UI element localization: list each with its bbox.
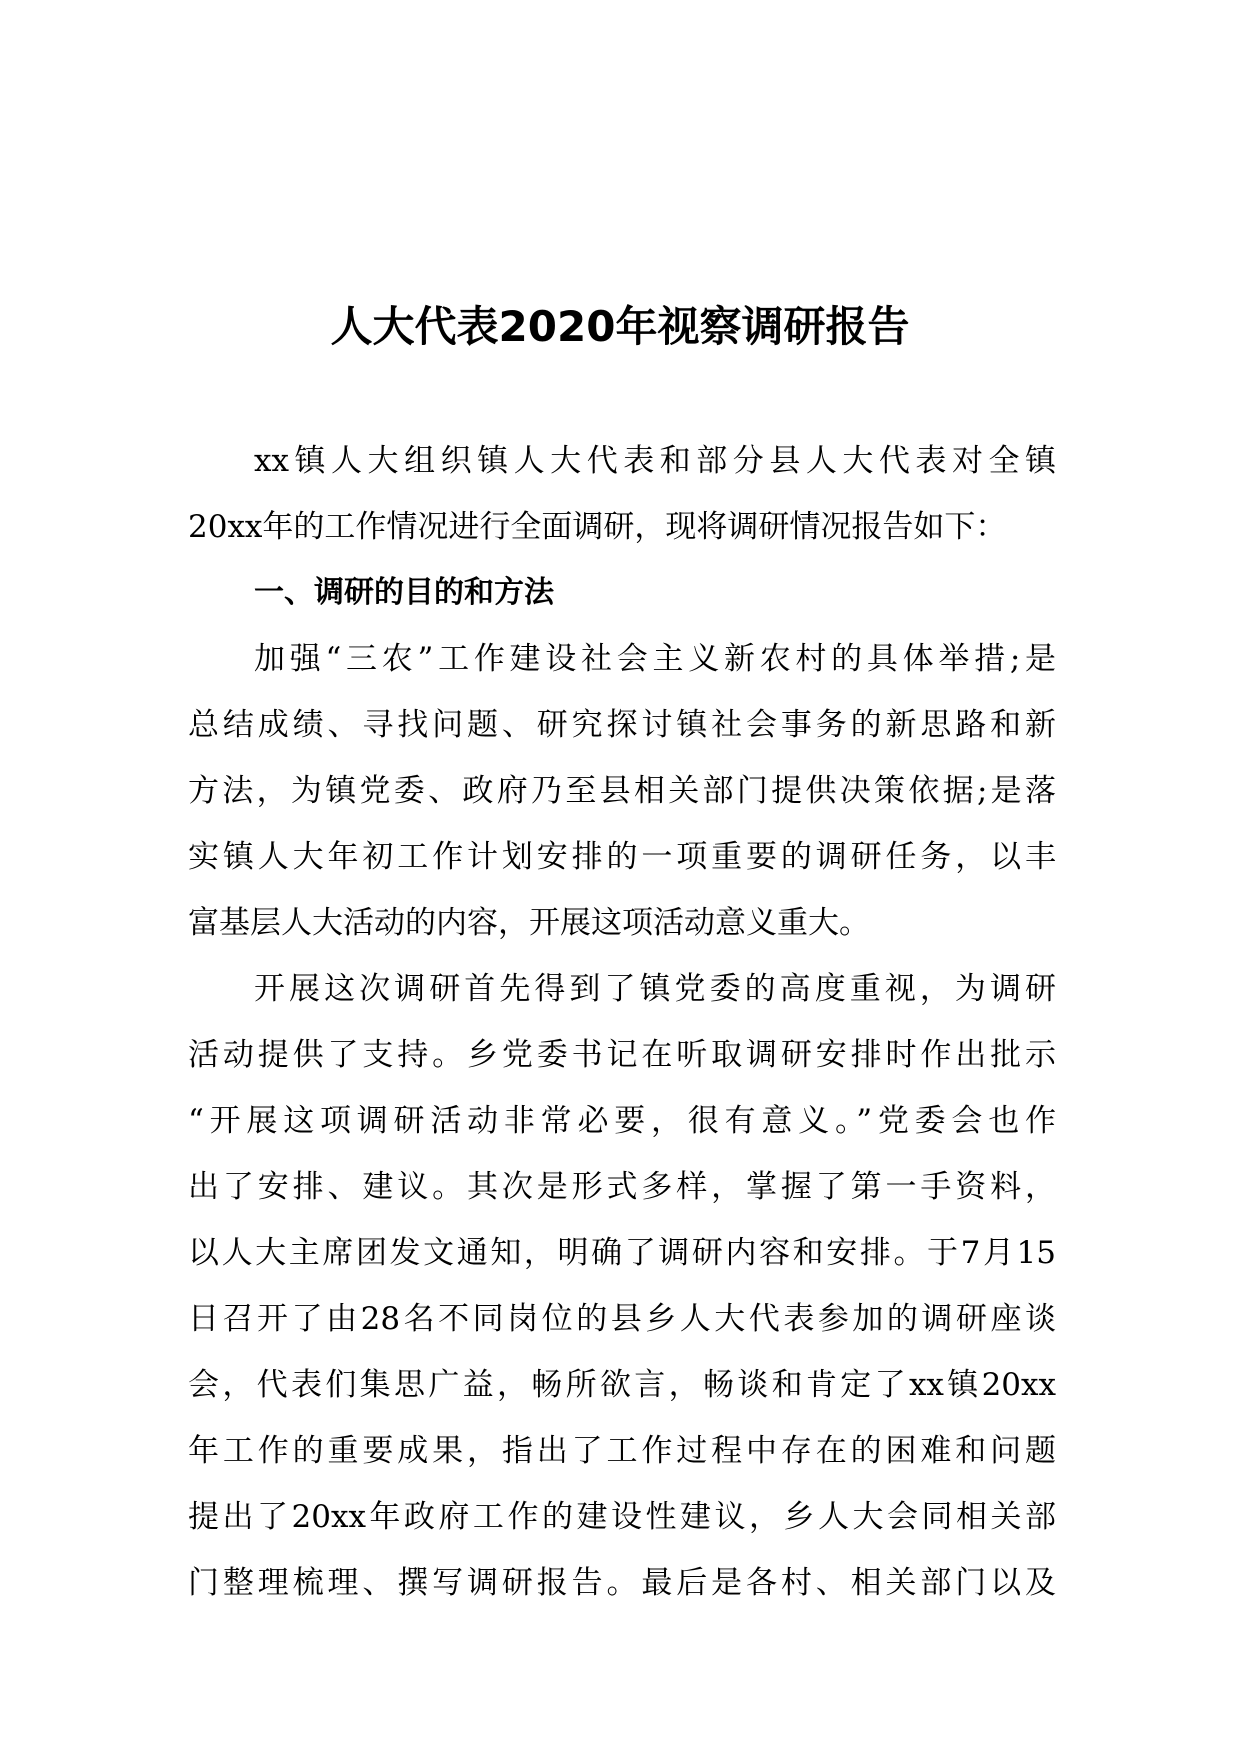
document-body: [188, 428, 1056, 1616]
paragraph-line: 年工作的重要成果，指出了工作过程中存在的困难和问题: [188, 1433, 1056, 1469]
paragraph-line: 实镇人大年初工作计划安排的一项重要的调研任务，以丰: [188, 839, 1056, 875]
document-title: 人大代表2020年视察调研报告: [330, 302, 910, 351]
paragraph-line: 富基层人大活动的内容，开展这项活动意义重大。: [188, 905, 870, 941]
paragraph-line: 门整理梳理、撰写调研报告。最后是各村、相关部门以及: [188, 1565, 1056, 1601]
paragraph-line: 日召开了由28名不同岗位的县乡人大代表参加的调研座谈: [188, 1301, 1056, 1337]
paragraph-line: 开展这次调研首先得到了镇党委的高度重视，为调研: [254, 971, 1056, 1007]
paragraph-line: 会，代表们集思广益，畅所欲言，畅谈和肯定了xx镇20xx: [188, 1367, 1056, 1403]
paragraph-line: 提出了20xx年政府工作的建设性建议，乡人大会同相关部: [188, 1499, 1056, 1535]
paragraph-line: 总结成绩、寻找问题、研究探讨镇社会事务的新思路和新: [188, 707, 1056, 743]
paragraph-line: 20xx年的工作情况进行全面调研，现将调研情况报告如下：: [188, 509, 1007, 545]
paragraph-line: 以人大主席团发文通知，明确了调研内容和安排。于7月15: [188, 1235, 1056, 1271]
paragraph-line: 加强“三农”工作建设社会主义新农村的具体举措;是: [254, 641, 1056, 677]
paragraph-line: 方法，为镇党委、政府乃至县相关部门提供决策依据;是落: [188, 773, 1056, 809]
paragraph-line: xx镇人大组织镇人大代表和部分县人大代表对全镇: [254, 443, 1056, 479]
paragraph-line: 活动提供了支持。乡党委书记在听取调研安排时作出批示: [188, 1037, 1056, 1073]
paragraph-line: 出了安排、建议。其次是形式多样，掌握了第一手资料，: [188, 1169, 1056, 1205]
paragraph-line: “开展这项调研活动非常必要，很有意义。”党委会也作: [188, 1103, 1056, 1139]
section-heading: 一、调研的目的和方法: [254, 575, 554, 610]
